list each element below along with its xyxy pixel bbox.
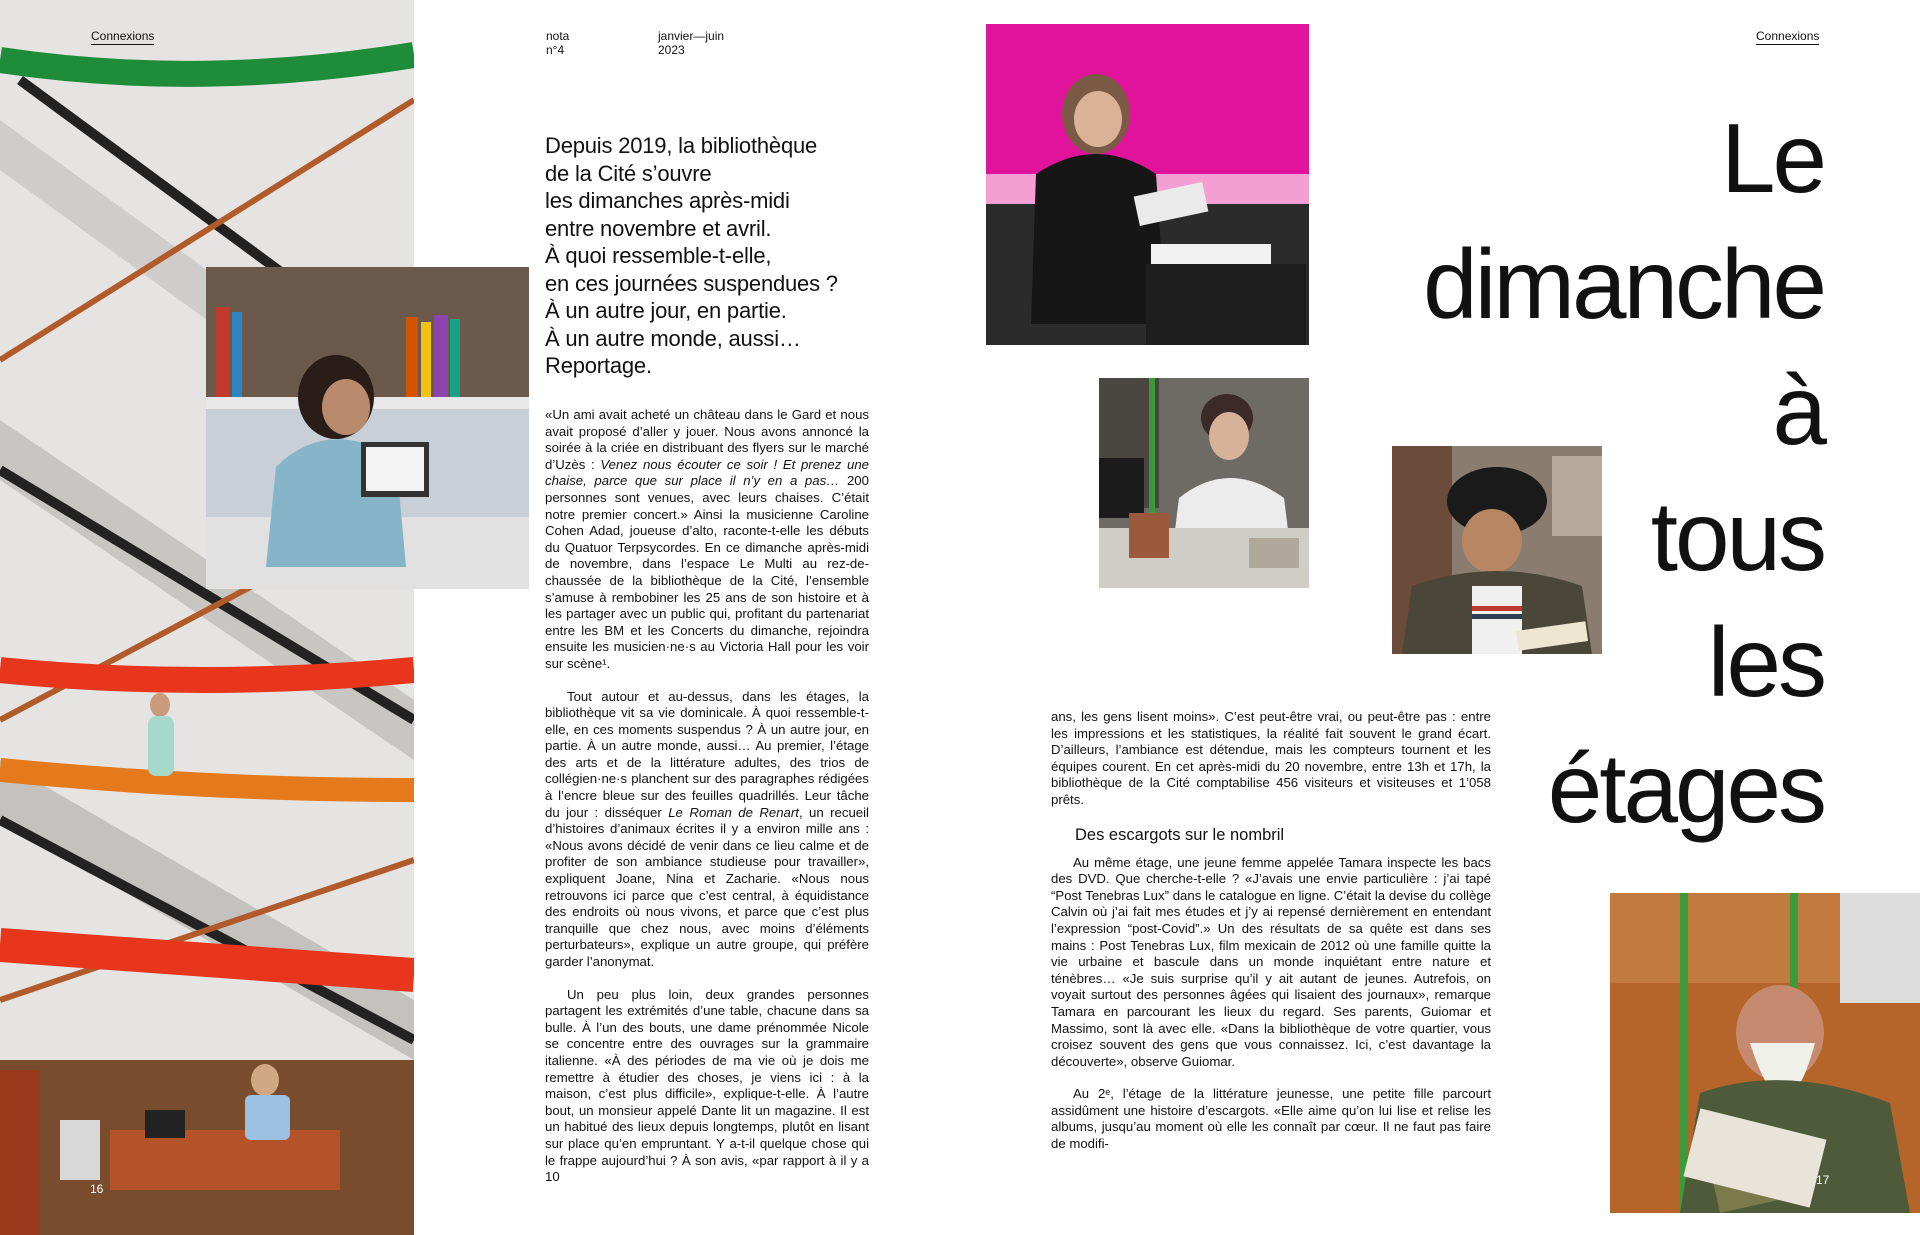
section-tag-left: Connexions <box>91 29 155 43</box>
page-number-left: 16 <box>90 1182 104 1196</box>
page-number-right: 17 <box>1816 1173 1830 1187</box>
issue-period: janvier—juin <box>658 29 725 43</box>
paragraph <box>545 407 869 673</box>
text-run: 200 personnes sont venues, avec leurs chaises. C’était notre premier concert.» Ainsi la musicienne Caroline Cohen Adad, joueuse d’alto, raconte-t-elle les débuts du Quatuor Terpsycordes. En ce dimanche après-midi de novembre, dans l’espace Le Multi au rez-de-chaussée de la bibliothèque de la Cité, l’ensemble s’amuse à rembobiner les 25 ans de son histoire et à les partager avec un public qui, profitant du partenariat entre les BM et les Concerts du dimanche, rejoindra ensuite les musicien·ne·s au Victoria Hall pour les voir sur scène¹. <box>545 473 869 671</box>
paragraph: ans, les gens lisent moins». C’est peut-être vrai, ou peut-être pas : entre les impressions et les statistiques, la réalité fait souvent le grand écart. D’ailleurs, l’ambiance est détendue, mais les compteurs tournent et les équipes courent. En cet après-midi du 20 novembre, entre 13h et 17h, la bibliothèque de la Cité comptabilise 456 visiteurs et visiteuses et 1’058 prêts. <box>1051 709 1491 807</box>
photo-student-laptop <box>206 267 529 589</box>
text-run-italic: Venez nous écouter ce soir ! Et prenez une chaise, parce que sur place il n’y en a pas… <box>545 456 869 489</box>
issue-number: n°4 <box>546 43 565 57</box>
lede-line: Reportage. <box>545 353 652 378</box>
article-column-2 <box>1051 709 1491 1169</box>
title-word: tous <box>1650 481 1824 591</box>
issue-year: 2023 <box>658 43 685 57</box>
lede <box>545 132 885 380</box>
title-word: Le <box>1720 103 1824 213</box>
paragraph: Au 2ᵉ, l’étage de la littérature jeunesse, une petite fille parcourt assidûment une histoire d’escargots. «Elle aime qu’on lui lise et relise les albums, jusqu’au moment où elle les connaît par cœur. Il ne faut pas faire de modifi- <box>1051 1086 1491 1152</box>
photo-old-man-reading <box>1610 893 1920 1213</box>
text-run: «Un ami avait acheté un château dans le Gard et nous avait proposé d’aller y jouer. Nous avons annoncé la soirée à la criée en distribuant des flyers sur le marché d’Uzès : <box>545 407 869 472</box>
lede-line: À un autre jour, en partie. <box>545 298 787 323</box>
title-word: les <box>1707 607 1824 717</box>
lede-line: entre novembre et avril. <box>545 215 772 241</box>
staircase-photo <box>0 0 414 1235</box>
subheading: Des escargots sur le nombril <box>1075 825 1285 844</box>
lede-line: Depuis 2019, la bibliothèque <box>545 133 818 158</box>
article-column-1 <box>545 407 869 1202</box>
title-word: à <box>1772 355 1824 465</box>
issue-label <box>546 29 569 57</box>
photo-woman-desk <box>1099 378 1309 588</box>
text-run-italic: Le Roman de Renart <box>668 804 799 820</box>
photo-woman-magenta <box>986 24 1309 345</box>
title-word: dimanche <box>1423 229 1824 339</box>
issue-date <box>658 29 724 57</box>
lede-line: À quoi ressemble-t-elle, <box>545 243 772 268</box>
paragraph: Un peu plus loin, deux grandes personnes partagent les extrémités d’une table, chacune dans sa bulle. À l’un des bouts, une dame prénommée Nicole se concentre entre des ouvrages sur la grammaire italienne. «À des périodes de ma vie où je dois me remettre à étudier des choses, je viens ici : à la maison, c’est plus difficile», explique-t-elle. À l’autre bout, un monsieur appelé Dante lit un magazine. Il est un habitué des lieux depuis longtemps, plutôt en lisant sur place qu’en empruntant. Y a-t-il quelque chose qui le frappe aujourd’hui ? À son avis, «par rapport à il y a 10 <box>545 986 869 1185</box>
text-run: Tout autour et au-dessus, dans les étages, la bibliothèque vit sa vie dominicale. À quoi ressemble-t-elle, en ces moments suspendus ? À un autre jour, en partie. À un autre monde, aussi… Au premier, l’étage des arts et de la littérature adultes, des trios de collégien·ne·s planchent sur des paragraphes rédigées à l’encre bleue sur des feuilles quadrillés. Leur tâche du jour : disséquer <box>545 688 869 820</box>
title-word: étages <box>1547 733 1824 843</box>
lede-line: en ces journées suspendues ? <box>545 270 838 296</box>
text-run: , un recueil d’histoires d’animaux écrites il y a environ mille ans : «Nous avons décidé de venir dans ce lieu calme et de profiter de son ambiance studieuse pour travailler», expliquent Joane, Nina et Zacharie. «Nous nous retrouvons ici parce que c’est central, à équidistance des endroits où nous vivons, et parce que c’est plus tranquille que chez nous, avec moins d’éléments perturbateurs», explique un autre groupe, qui préfère garder l’anonymat. <box>545 804 869 969</box>
lede-line: les dimanches après-midi <box>545 188 790 213</box>
paragraph <box>545 689 869 971</box>
section-tag-right: Connexions <box>1756 29 1820 43</box>
issue-name: nota <box>546 29 570 43</box>
paragraph: Au même étage, une jeune femme appelée Tamara inspecte les bacs des DVD. Que cherche-t-elle ? «J’avais une envie particulière : j’ai tapé “Post Tenebras Lux” dans le catalogue en ligne. C’était la devise du collège Calvin où j’ai fait mes études et j’y ai repensé dernièrement en entendant l’expression “post-Covid”.» Un des résultats de sa quête est dans ses mains : Post Tenebras Lux, film mexicain de 2012 où une famille quitte la vie urbaine et bascule dans un monde inquiétant entre nature et ténèbres… «Je suis surprise qu’il y ait autant de jeunes. Autrefois, on voyait surtout des personnes âgées qui lisaient des journaux», remarque Tamara en parcourant les lieux du regard. Ses parents, Guiomar et Massimo, sont là avec elle. «Dans la bibliothèque de votre quartier, vous croisez souvent des gens que vous connaissez. Ici, c’est davantage la découverte», observe Guiomar. <box>1051 854 1491 1069</box>
lede-line: À un autre monde, aussi… <box>545 325 801 351</box>
lede-line: de la Cité s’ouvre <box>545 160 712 186</box>
